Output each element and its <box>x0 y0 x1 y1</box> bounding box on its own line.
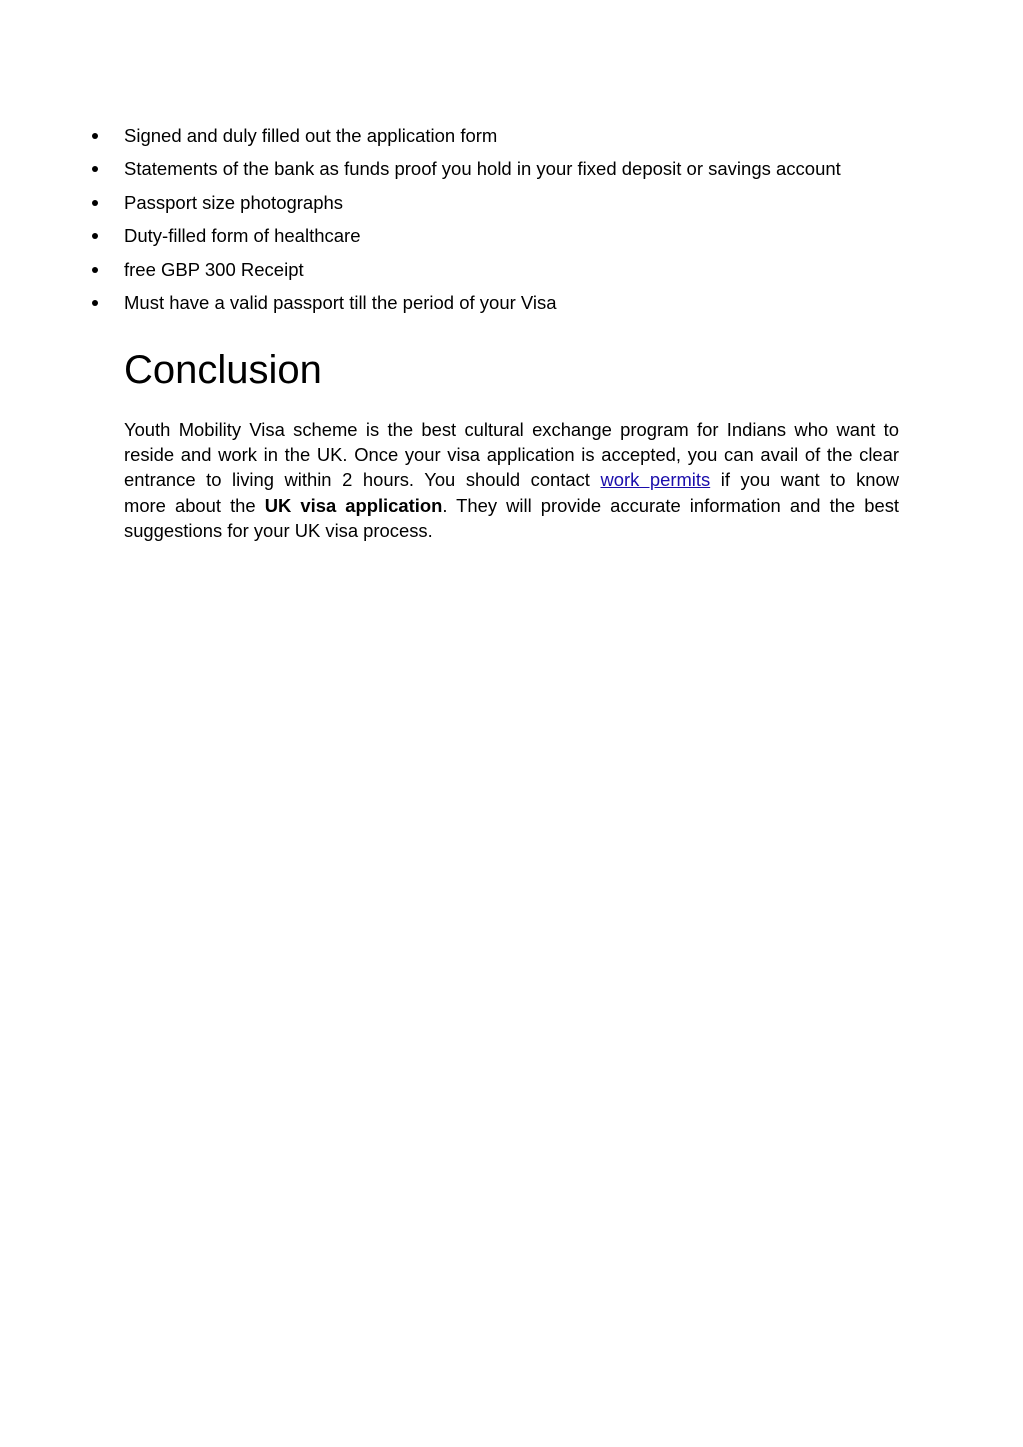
paragraph-line <box>124 493 899 518</box>
requirements-list <box>90 122 910 322</box>
list-item-text: Passport size photographs <box>124 191 344 213</box>
list-item <box>90 289 910 322</box>
work-permits-link[interactable]: work permits <box>600 469 711 491</box>
bullet-icon <box>92 300 98 306</box>
bullet-icon <box>92 267 98 273</box>
list-item-text: Statements of the bank as funds proof you hold in your fixed deposit or savings account <box>124 158 841 180</box>
bullet-icon <box>92 233 98 239</box>
list-item-text: Duty-filled form of healthcare <box>124 225 361 247</box>
paragraph-line <box>124 467 899 492</box>
paragraph-text: more about the <box>124 494 265 516</box>
paragraph-text: if you want to know <box>710 469 899 491</box>
bullet-icon <box>92 166 98 172</box>
bullet-icon <box>92 200 98 206</box>
list-item <box>90 189 910 222</box>
list-item-text: Signed and duly filled out the application form <box>124 125 498 146</box>
paragraph-text: . They will provide accurate information and the best <box>442 494 899 516</box>
bold-phrase: UK visa application <box>264 494 443 516</box>
list-item <box>90 122 910 155</box>
paragraph-line: Youth Mobility Visa scheme is the best cultural exchange program for Indians who want to <box>124 419 899 440</box>
list-item-text: free GBP 300 Receipt <box>124 258 304 280</box>
paragraph-text: entrance to living within 2 hours. You should contact <box>124 469 601 491</box>
list-item <box>90 155 910 188</box>
list-item <box>90 256 910 289</box>
list-item <box>90 222 910 255</box>
list-item-text: Must have a valid passport till the period of your Visa <box>124 291 557 313</box>
conclusion-paragraph <box>124 417 899 543</box>
bullet-icon <box>92 133 98 139</box>
section-heading: Conclusion <box>124 348 322 392</box>
paragraph-line: suggestions for your UK visa process. <box>124 519 433 541</box>
paragraph-line: reside and work in the UK. Once your visa application is accepted, you can avail of the clear <box>124 444 899 466</box>
